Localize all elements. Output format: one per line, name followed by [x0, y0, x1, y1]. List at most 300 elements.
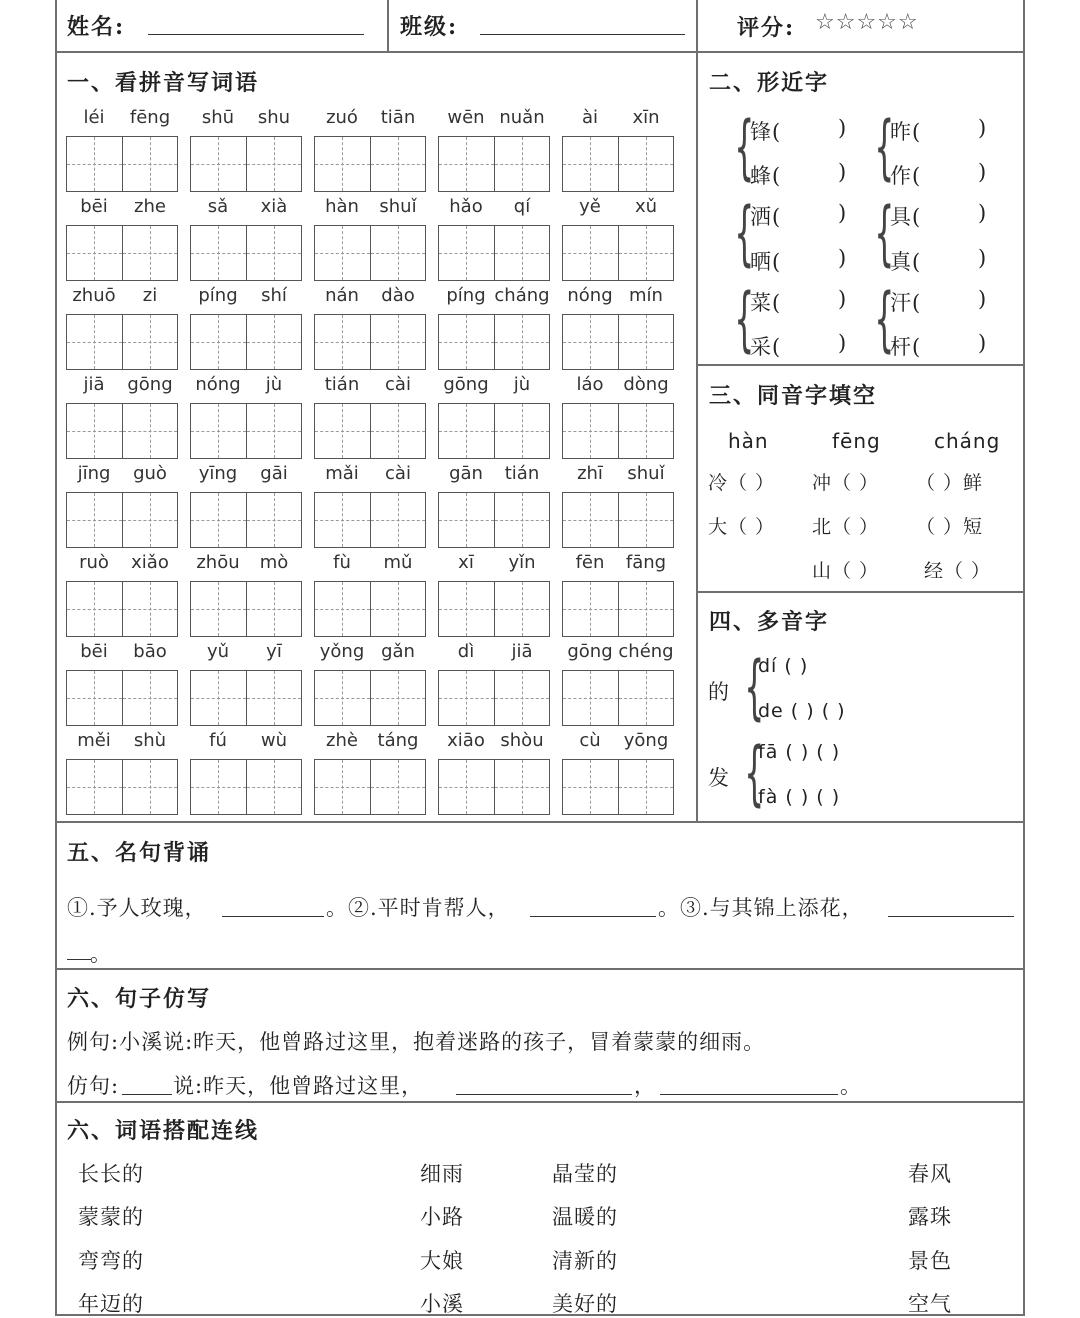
pinyin-syllable: guò	[133, 463, 167, 484]
pinyin-syllable: zhuō	[72, 285, 116, 306]
writing-cell[interactable]	[246, 315, 302, 369]
brace-icon: {	[874, 192, 895, 274]
imitate-blank-3[interactable]	[660, 1093, 838, 1095]
writing-grid[interactable]	[190, 225, 302, 281]
pinyin-syllable: cháng	[494, 285, 550, 306]
similar-char-2d[interactable]: 真(	[890, 250, 922, 274]
pinyin-syllable: dào	[381, 285, 415, 306]
guide-line	[218, 137, 219, 191]
guide-line	[398, 137, 399, 191]
writing-grid[interactable]	[438, 403, 550, 459]
writing-cell[interactable]	[370, 671, 426, 725]
match-word[interactable]: 清新的	[552, 1249, 618, 1273]
imitate-prefix: 仿句:	[67, 1074, 120, 1098]
brace-icon: {	[734, 278, 755, 360]
homophone-pinyin-2: fēng	[832, 429, 881, 453]
guide-line	[522, 137, 523, 191]
writing-cell[interactable]	[191, 493, 246, 547]
writing-cell[interactable]	[370, 582, 426, 636]
pinyin-syllable: yōng	[623, 730, 669, 751]
polyphone-char: 发	[708, 766, 730, 790]
writing-grid[interactable]	[562, 670, 674, 726]
writing-grid[interactable]	[314, 136, 426, 192]
class-field[interactable]	[480, 33, 685, 35]
writing-grid[interactable]	[438, 759, 550, 815]
writing-cell[interactable]	[370, 493, 426, 547]
writing-grid[interactable]	[438, 136, 550, 192]
similar-close-3d: )	[978, 331, 988, 355]
guide-line	[274, 582, 275, 636]
pinyin-syllable: mò	[259, 552, 289, 573]
writing-cell[interactable]	[370, 137, 426, 191]
writing-grid[interactable]	[314, 225, 426, 281]
writing-grid[interactable]	[562, 759, 674, 815]
guide-line	[218, 582, 219, 636]
section4-title: 四、多音字	[709, 609, 830, 635]
pinyin-syllable: fú	[209, 730, 227, 751]
writing-cell[interactable]	[122, 226, 178, 280]
writing-grid[interactable]	[562, 403, 674, 459]
guide-line	[522, 226, 523, 280]
pinyin-syllable: gǎn	[381, 641, 415, 662]
writing-cell[interactable]	[246, 671, 302, 725]
writing-grid[interactable]	[190, 670, 302, 726]
writing-cell[interactable]	[494, 760, 550, 814]
writing-grid[interactable]	[190, 581, 302, 637]
guide-line	[94, 404, 95, 458]
writing-cell[interactable]	[439, 315, 494, 369]
writing-cell[interactable]	[618, 404, 674, 458]
writing-cell[interactable]	[246, 404, 302, 458]
pinyin-syllable: fēn	[575, 552, 605, 573]
guide-line	[646, 493, 647, 547]
writing-cell[interactable]	[494, 137, 550, 191]
homophone-item[interactable]: 冷（ ）	[708, 472, 776, 494]
writing-grid[interactable]	[562, 314, 674, 370]
similar-close-2c: )	[978, 201, 988, 225]
pinyin-syllable: zi	[142, 285, 158, 306]
pinyin-syllable: táng	[377, 730, 419, 751]
pinyin-syllable: nán	[325, 285, 359, 306]
match-word[interactable]: 景色	[908, 1249, 952, 1273]
homophone-item[interactable]: 北（ ）	[812, 516, 880, 538]
writing-cell[interactable]	[439, 760, 494, 814]
writing-cell[interactable]	[618, 671, 674, 725]
writing-cell[interactable]	[246, 226, 302, 280]
writing-grid[interactable]	[66, 136, 178, 192]
writing-cell[interactable]	[246, 137, 302, 191]
polyphone-reading[interactable]: fà ( ) ( )	[758, 786, 841, 808]
writing-cell[interactable]	[315, 760, 370, 814]
brace-icon: {	[874, 278, 895, 360]
quote-end: 。	[90, 942, 112, 966]
writing-cell[interactable]	[563, 582, 618, 636]
writing-cell[interactable]	[439, 671, 494, 725]
pinyin-syllable: gōng	[127, 374, 173, 395]
sec5-sec6-divider	[55, 968, 1025, 970]
imitate-period: 。	[840, 1074, 862, 1098]
pinyin-syllable: píng	[198, 285, 238, 306]
match-word[interactable]: 美好的	[552, 1292, 618, 1316]
pinyin-syllable: tián	[504, 463, 540, 484]
homophone-item[interactable]: 大（ ）	[708, 516, 776, 538]
writing-grid[interactable]	[314, 759, 426, 815]
pinyin-syllable: zhe	[134, 196, 166, 217]
guide-line	[342, 760, 343, 814]
pinyin-syllable: shu	[257, 107, 291, 128]
pinyin-syllable: hǎo	[449, 196, 483, 217]
pinyin-syllable: yě	[579, 196, 601, 217]
pinyin-syllable: xǔ	[634, 196, 658, 217]
match-word[interactable]: 弯弯的	[78, 1249, 144, 1273]
polyphone-reading[interactable]: dí ( )	[758, 655, 809, 677]
writing-grid[interactable]	[190, 492, 302, 548]
section5-title: 五、名句背诵	[67, 840, 212, 866]
pinyin-syllable: shí	[261, 285, 287, 306]
writing-grid[interactable]	[562, 581, 674, 637]
pinyin-syllable: yǔ	[206, 641, 230, 662]
similar-char-1a[interactable]: 锋(	[750, 120, 782, 144]
homophone-item[interactable]: 经（ ）	[924, 560, 992, 582]
writing-cell[interactable]	[618, 582, 674, 636]
writing-cell[interactable]	[494, 582, 550, 636]
match-word[interactable]: 长长的	[78, 1162, 144, 1186]
guide-line	[150, 315, 151, 369]
pinyin-syllable: fāng	[625, 552, 667, 573]
writing-cell[interactable]	[618, 226, 674, 280]
pinyin-syllable: yǒng	[319, 641, 365, 662]
writing-cell[interactable]	[563, 226, 618, 280]
guide-line	[218, 404, 219, 458]
brace-icon: {	[744, 646, 765, 728]
pinyin-syllable: shù	[133, 730, 167, 751]
guide-line	[274, 226, 275, 280]
match-word[interactable]: 年迈的	[78, 1292, 144, 1316]
guide-line	[646, 404, 647, 458]
similar-close-1b: )	[838, 160, 848, 184]
writing-cell[interactable]	[315, 493, 370, 547]
guide-line	[150, 226, 151, 280]
pinyin-syllable: bēi	[80, 641, 108, 662]
guide-line	[150, 137, 151, 191]
writing-cell[interactable]	[315, 582, 370, 636]
match-word[interactable]: 温暖的	[552, 1205, 618, 1229]
pinyin-syllable: tián	[324, 374, 360, 395]
pinyin-syllable: chéng	[618, 641, 674, 662]
writing-cell[interactable]	[439, 493, 494, 547]
guide-line	[218, 671, 219, 725]
guide-line	[590, 137, 591, 191]
writing-cell[interactable]	[494, 226, 550, 280]
pinyin-syllable: sǎ	[207, 196, 229, 217]
pinyin-syllable: shuǐ	[379, 196, 417, 217]
writing-cell[interactable]	[122, 137, 178, 191]
writing-cell[interactable]	[246, 760, 302, 814]
writing-grid[interactable]	[562, 225, 674, 281]
similar-char-3a[interactable]: 菜(	[750, 291, 782, 315]
score-stars[interactable]: ☆☆☆☆☆	[815, 10, 919, 35]
writing-cell[interactable]	[494, 493, 550, 547]
quote-1-blank[interactable]	[222, 915, 324, 917]
writing-cell[interactable]	[67, 582, 122, 636]
match-word[interactable]: 小溪	[420, 1292, 464, 1316]
writing-cell[interactable]	[439, 404, 494, 458]
imitate-mid: 说:昨天，他曾路过这里，	[173, 1074, 424, 1098]
guide-line	[94, 582, 95, 636]
guide-line	[398, 315, 399, 369]
header-sep-1	[387, 0, 389, 51]
guide-line	[342, 404, 343, 458]
pinyin-syllable: zhōu	[196, 552, 240, 573]
writing-cell[interactable]	[191, 404, 246, 458]
writing-cell[interactable]	[122, 404, 178, 458]
writing-cell[interactable]	[191, 315, 246, 369]
writing-cell[interactable]	[246, 582, 302, 636]
pinyin-syllable: cù	[579, 730, 601, 751]
guide-line	[646, 671, 647, 725]
guide-line	[342, 493, 343, 547]
guide-line	[342, 671, 343, 725]
guide-line	[218, 226, 219, 280]
pinyin-syllable: yǐn	[508, 552, 536, 573]
writing-cell[interactable]	[618, 760, 674, 814]
similar-char-2c[interactable]: 具(	[890, 205, 922, 229]
pinyin-syllable: nóng	[567, 285, 613, 306]
homophone-item[interactable]: 山（ ）	[812, 560, 880, 582]
pinyin-syllable: jù	[265, 374, 283, 395]
imitate-blank-1[interactable]	[122, 1093, 172, 1095]
pinyin-syllable: xiāo	[447, 730, 485, 751]
match-word[interactable]: 蒙蒙的	[78, 1205, 144, 1229]
pinyin-syllable: cài	[385, 374, 411, 395]
match-word[interactable]: 小路	[420, 1205, 464, 1229]
similar-char-3c[interactable]: 汗(	[890, 291, 922, 315]
guide-line	[466, 493, 467, 547]
guide-line	[522, 760, 523, 814]
writing-cell[interactable]	[191, 671, 246, 725]
imitate-blank-2[interactable]	[456, 1093, 632, 1095]
similar-close-3b: )	[838, 331, 848, 355]
writing-cell[interactable]	[563, 671, 618, 725]
writing-grid[interactable]	[66, 759, 178, 815]
similar-char-3d[interactable]: 杆(	[890, 335, 922, 359]
guide-line	[274, 493, 275, 547]
quote-3-blank-cont[interactable]	[67, 958, 91, 960]
writing-cell[interactable]	[563, 760, 618, 814]
writing-cell[interactable]	[67, 493, 122, 547]
writing-cell[interactable]	[122, 493, 178, 547]
similar-char-1d[interactable]: 作(	[890, 164, 922, 188]
writing-grid[interactable]	[314, 403, 426, 459]
writing-cell[interactable]	[618, 493, 674, 547]
writing-cell[interactable]	[315, 137, 370, 191]
homophone-pinyin-3: cháng	[934, 429, 1001, 453]
writing-grid[interactable]	[314, 314, 426, 370]
brace-icon: {	[874, 106, 895, 188]
match-word[interactable]: 大娘	[420, 1249, 464, 1273]
similar-char-3b[interactable]: 采(	[750, 335, 782, 359]
guide-line	[646, 760, 647, 814]
pinyin-syllable: cài	[385, 463, 411, 484]
match-word[interactable]: 细雨	[420, 1162, 464, 1186]
writing-cell[interactable]	[67, 137, 122, 191]
sec1-sec5-divider	[55, 821, 1025, 823]
pinyin-syllable: yīng	[198, 463, 238, 484]
similar-close-2b: )	[838, 246, 848, 270]
polyphone-reading[interactable]: fā ( ) ( )	[758, 741, 841, 763]
writing-cell[interactable]	[67, 671, 122, 725]
guide-line	[590, 493, 591, 547]
guide-line	[94, 315, 95, 369]
similar-char-2a[interactable]: 洒(	[750, 205, 782, 229]
guide-line	[94, 493, 95, 547]
writing-grid[interactable]	[314, 670, 426, 726]
guide-line	[150, 671, 151, 725]
pinyin-syllable: zuó	[326, 107, 358, 128]
writing-cell[interactable]	[439, 226, 494, 280]
writing-cell[interactable]	[494, 671, 550, 725]
polyphone-char: 的	[708, 680, 730, 704]
match-word[interactable]: 晶莹的	[552, 1162, 618, 1186]
section7-title: 六、词语搭配连线	[67, 1118, 260, 1144]
writing-grid[interactable]	[438, 581, 550, 637]
writing-cell[interactable]	[67, 404, 122, 458]
writing-cell[interactable]	[122, 760, 178, 814]
writing-cell[interactable]	[191, 760, 246, 814]
similar-close-1c: )	[978, 116, 988, 140]
similar-close-3c: )	[978, 287, 988, 311]
pinyin-syllable: zhī	[577, 463, 603, 484]
writing-cell[interactable]	[315, 404, 370, 458]
writing-cell[interactable]	[563, 493, 618, 547]
pinyin-syllable: dòng	[623, 374, 669, 395]
similar-char-1c[interactable]: 昨(	[890, 120, 922, 144]
pinyin-syllable: jīng	[77, 463, 111, 484]
writing-cell[interactable]	[191, 582, 246, 636]
writing-grid[interactable]	[66, 492, 178, 548]
similar-char-1b[interactable]: 蜂(	[750, 164, 782, 188]
sec2-sec3-divider	[696, 364, 1025, 366]
writing-cell[interactable]	[315, 315, 370, 369]
pinyin-syllable: hàn	[325, 196, 359, 217]
similar-close-3a: )	[838, 287, 848, 311]
pinyin-syllable: fù	[333, 552, 351, 573]
guide-line	[398, 493, 399, 547]
writing-cell[interactable]	[122, 582, 178, 636]
writing-cell[interactable]	[370, 404, 426, 458]
homophone-item[interactable]: （ ）短	[916, 516, 984, 538]
writing-grid[interactable]	[438, 670, 550, 726]
writing-cell[interactable]	[191, 137, 246, 191]
writing-cell[interactable]	[67, 760, 122, 814]
writing-grid[interactable]	[190, 136, 302, 192]
section3-title: 三、同音字填空	[709, 383, 878, 409]
writing-grid[interactable]	[190, 759, 302, 815]
pinyin-syllable: qí	[513, 196, 531, 217]
writing-grid[interactable]	[66, 670, 178, 726]
writing-cell[interactable]	[315, 226, 370, 280]
pinyin-syllable: jiā	[83, 374, 105, 395]
pinyin-syllable: xī	[458, 552, 474, 573]
writing-grid[interactable]	[314, 581, 426, 637]
guide-line	[150, 404, 151, 458]
writing-grid[interactable]	[438, 225, 550, 281]
writing-grid[interactable]	[190, 314, 302, 370]
homophone-item[interactable]: 冲（ ）	[812, 472, 880, 494]
writing-cell[interactable]	[122, 671, 178, 725]
writing-cell[interactable]	[618, 137, 674, 191]
similar-char-2b[interactable]: 晒(	[750, 250, 782, 274]
header-divider	[55, 51, 1025, 53]
guide-line	[522, 582, 523, 636]
writing-grid[interactable]	[438, 492, 550, 548]
writing-grid[interactable]	[66, 314, 178, 370]
pinyin-syllable: láo	[576, 374, 604, 395]
guide-line	[150, 582, 151, 636]
guide-line	[590, 671, 591, 725]
writing-cell[interactable]	[439, 137, 494, 191]
guide-line	[218, 760, 219, 814]
quote-1-prefix: ①.予人玫瑰，	[67, 896, 207, 920]
writing-cell[interactable]	[563, 404, 618, 458]
writing-grid[interactable]	[66, 581, 178, 637]
imitate-comma: ，	[634, 1074, 656, 1098]
writing-grid[interactable]	[562, 136, 674, 192]
pinyin-syllable: zhè	[326, 730, 358, 751]
homophone-item[interactable]: （ ）鲜	[916, 472, 984, 494]
writing-grid[interactable]	[562, 492, 674, 548]
writing-cell[interactable]	[563, 137, 618, 191]
match-word[interactable]: 空气	[908, 1292, 952, 1316]
guide-line	[590, 226, 591, 280]
section2-title: 二、形近字	[709, 70, 830, 96]
writing-cell[interactable]	[67, 226, 122, 280]
polyphone-reading[interactable]: de ( ) ( )	[758, 700, 846, 722]
match-word[interactable]: 春风	[908, 1162, 952, 1186]
guide-line	[274, 760, 275, 814]
writing-cell[interactable]	[370, 226, 426, 280]
writing-cell[interactable]	[563, 315, 618, 369]
writing-cell[interactable]	[370, 315, 426, 369]
pinyin-syllable: yī	[266, 641, 282, 662]
writing-cell[interactable]	[67, 315, 122, 369]
writing-cell[interactable]	[122, 315, 178, 369]
writing-cell[interactable]	[618, 315, 674, 369]
writing-grid[interactable]	[314, 492, 426, 548]
sec3-sec4-divider	[696, 591, 1025, 593]
writing-grid[interactable]	[438, 314, 550, 370]
writing-cell[interactable]	[246, 493, 302, 547]
writing-cell[interactable]	[439, 582, 494, 636]
quote-3-blank[interactable]	[888, 915, 1014, 917]
writing-grid[interactable]	[66, 403, 178, 459]
writing-cell[interactable]	[370, 760, 426, 814]
writing-cell[interactable]	[315, 671, 370, 725]
writing-cell[interactable]	[494, 404, 550, 458]
match-word[interactable]: 露珠	[908, 1205, 952, 1229]
guide-line	[398, 582, 399, 636]
pinyin-syllable: gān	[449, 463, 483, 484]
writing-cell[interactable]	[494, 315, 550, 369]
name-field[interactable]	[148, 33, 364, 35]
writing-grid[interactable]	[190, 403, 302, 459]
guide-line	[522, 493, 523, 547]
writing-grid[interactable]	[66, 225, 178, 281]
writing-cell[interactable]	[191, 226, 246, 280]
guide-line	[218, 493, 219, 547]
quote-2-blank[interactable]	[530, 915, 656, 917]
pinyin-syllable: mǔ	[383, 552, 413, 573]
